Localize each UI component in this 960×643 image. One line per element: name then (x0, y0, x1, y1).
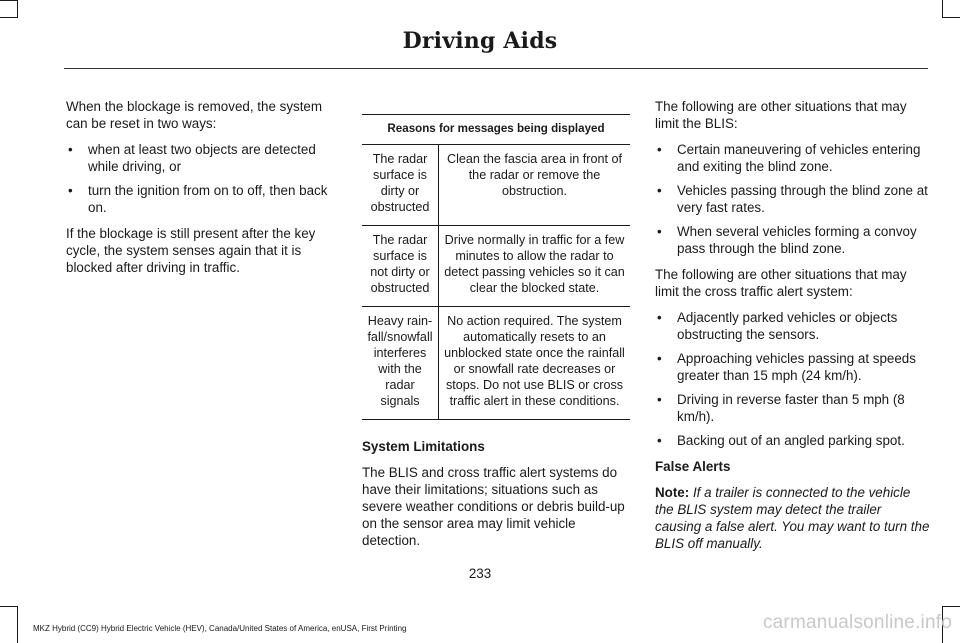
table-cell-cause: Heavy rain-fall/snowfall interferes with the radar signals (362, 307, 439, 420)
cross-traffic-intro: The following are other situations that may limit the cross traffic alert system: (655, 267, 907, 299)
crop-mark (17, 606, 18, 643)
page-header (0, 28, 960, 54)
blis-intro: The following are other situations that may limit the BLIS: (655, 99, 907, 131)
crop-mark (942, 606, 960, 607)
table-cell-cause: The radar surface is dirty or obstructed (362, 145, 439, 226)
crop-mark (0, 17, 18, 18)
page-title: Driving Aids (402, 28, 558, 54)
list-item: • Certain maneuvering of vehicles entering and exiting the blind zone. (655, 141, 930, 175)
table-cell-action: Drive normally in traffic for a few minutes to allow the radar to detect passing vehicles so it can clear the blocked state. (439, 226, 631, 307)
section-heading: False Alerts (655, 459, 731, 474)
table-cell-cause: The radar surface is not dirty or obstructed (362, 226, 439, 307)
column-right (655, 98, 930, 561)
blockage-paragraph: If the blockage is still present after the key cycle, the system senses again that it is blocked after driving in traffic. (66, 226, 316, 275)
column-left (66, 98, 338, 285)
table-header-row (362, 115, 630, 145)
list-item: • Backing out of an angled parking spot. (655, 432, 930, 449)
note-label: Note: (655, 485, 690, 500)
crop-mark (0, 0, 18, 1)
table-header: Reasons for messages being displayed (362, 115, 630, 145)
blis-list (655, 141, 930, 257)
table-row (362, 226, 630, 307)
footer-text: MKZ Hybrid (CC9) Hybrid Electric Vehicle (HEV), Canada/United States of America, enUSA, First Printing (33, 624, 407, 633)
crop-mark (942, 0, 943, 18)
section-heading: System Limitations (362, 439, 485, 454)
cross-traffic-list (655, 309, 930, 449)
list-item: • When several vehicles forming a convoy pass through the blind zone. (655, 223, 930, 257)
crop-mark (0, 606, 18, 607)
table-row (362, 307, 630, 420)
list-item: • Driving in reverse faster than 5 mph (8 km/h). (655, 391, 930, 425)
list-item: • when at least two objects are detected while driving, or (66, 141, 338, 175)
note-paragraph (655, 484, 930, 552)
list-item: • Adjacently parked vehicles or objects obstructing the sensors. (655, 309, 930, 343)
crop-mark (942, 17, 960, 18)
header-rule (64, 68, 928, 69)
note-text: If a trailer is connected to the vehicle the BLIS system may detect the trailer causing a false alert. You may want to turn the BLIS off manually. (655, 485, 930, 551)
table-cell-action: Clean the fascia area in front of the radar or remove the obstruction. (439, 145, 631, 226)
watermark: carmanualsonline.info (762, 612, 952, 633)
reasons-table (362, 114, 630, 420)
table-row (362, 145, 630, 226)
column-middle (362, 100, 632, 558)
list-item: • turn the ignition from on to off, then back on. (66, 182, 338, 216)
reset-list (66, 141, 338, 216)
limitations-paragraph: The BLIS and cross traffic alert systems do have their limitations; situations such as severe weather conditions or debris build-up on the sensor area may limit vehicle detection. (362, 465, 625, 548)
crop-mark (17, 0, 18, 18)
list-item: • Approaching vehicles passing at speeds greater than 15 mph (24 km/h). (655, 350, 930, 384)
table-cell-action: No action required. The system automatically resets to an unblocked state once the rainfall or snowfall rate decreases or stops. Do not use BLIS or cross traffic alert in these conditions. (439, 307, 631, 420)
list-item: • Vehicles passing through the blind zone at very fast rates. (655, 182, 930, 216)
page-number: 233 (468, 566, 492, 581)
reset-intro: When the blockage is removed, the system can be reset in two ways: (66, 99, 323, 131)
